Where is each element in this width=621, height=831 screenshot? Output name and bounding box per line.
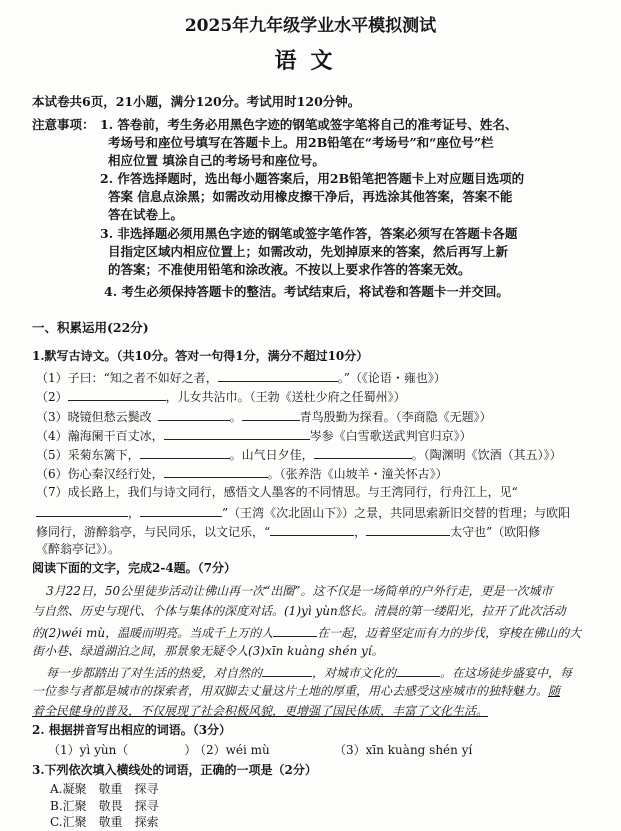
answer-blank[interactable] (36, 505, 128, 517)
note-line: 相应位置 填涂自己的考场号和座位号。 (108, 153, 325, 168)
q1-line-5: （5）采菊东篱下， 。山气日夕佳， 。（陶渊明《饮酒（其五）》） (36, 448, 562, 462)
section-heading: 一、积累运用(22分) (32, 320, 149, 335)
q1-line-7: （7）成长路上，我们与诗文同行，感悟文人墨客的不同情思。与王湾同行，行舟江上，见“ (36, 485, 518, 499)
answer-blank[interactable] (273, 625, 317, 637)
reading-prompt: 阅读下面的文字，完成2-4题。（7分） (32, 561, 237, 575)
q1-line-4: （4）瀚海阑干百丈冰， 岑参《白雪歌送武判官归京》） (36, 429, 472, 443)
q2-item-1: （1）yì yùn（ ） (48, 743, 197, 757)
q3-option-a[interactable]: A.凝聚 敬重 探寻 (50, 782, 159, 796)
notes-label: 注意事项： (32, 117, 95, 132)
answer-blank[interactable] (158, 409, 230, 421)
answer-blank[interactable] (396, 665, 440, 677)
answer-blank[interactable] (314, 447, 412, 459)
q3-option-b[interactable]: B.汇聚 敬畏 探寻 (50, 799, 159, 813)
passage-line: 每一步都踏出了对生活的热爱，对自然的 ，对城市文化的 。在这场徒步盛宴中，每 (46, 666, 573, 680)
q1-line-3: （3）晓镜但愁云鬓改 。 青鸟殷勤为探看。（李商隐《无题》） (36, 410, 492, 424)
q1-line-7b: ， ”（王湾《次北固山下》）之景，共同思索新旧交替的哲理；与欧阳 (36, 505, 570, 519)
answer-blank[interactable] (140, 505, 222, 517)
q1-line-1: （1）子曰：“知之者不如好之者， 。”（《论语・雍也》） (36, 371, 446, 385)
passage-line: 一位参与者都是城市的探索者，用双脚去丈量这片土地的厚重，用心去感受这座城市的独特魅力。随 (32, 684, 561, 698)
exam-intro: 本试卷共6页，21小题，满分120分。考试用时120分钟。 (32, 94, 361, 109)
answer-blank[interactable] (164, 428, 310, 440)
note-line: 3. 非选择题必须用黑色字迹的钢笔或签字笔作答，答案必须写在答题卡各题 (100, 226, 518, 241)
note-line: 的答案；不准使用铅笔和涂改液。不按以上要求作答的答案无效。 (108, 262, 471, 277)
note-line: 考场号和座位号填写在答题卡上。用2B铅笔在“考场号”和“座位号”栏 (108, 135, 494, 150)
note-line: 目指定区域内相应位置上；如需改动，先划掉原来的答案，然后再写上新 (108, 244, 509, 259)
answer-blank[interactable] (270, 524, 354, 536)
note-line: 答在试卷上。 (108, 207, 184, 222)
subject-title: 语文 (274, 48, 347, 74)
note-line: 2. 作答选择题时，选出每小题答案后，用2B铅笔把答题卡上对应题目选项的 (100, 171, 525, 186)
q1-line-7d: 《醉翁亭记》）。 (36, 542, 121, 556)
note-line: 1. 答卷前，考生务必用黑色字迹的钢笔或签字笔将自己的准考证号、姓名、 (100, 117, 518, 132)
passage-line-underlined: 着全民健身的普及，不仅展现了社会积极风貌，更增强了国民体质，丰富了文化生活。 (32, 704, 489, 718)
answer-blank[interactable] (218, 370, 338, 382)
answer-blank[interactable] (262, 665, 312, 677)
note-line: 4. 考生必须保持答题卡的整洁。考试结束后，将试卷和答题卡一并交回。 (104, 284, 509, 299)
q1-line-6: （6）伤心秦汉经行处， 。（张养浩《山坡羊・潼关怀古》） (36, 467, 448, 481)
q1-stem: 1.默写古诗文。（共10分。答对一句得1分，满分不超过10分） (32, 349, 369, 363)
q1-line-7c: 修同行，游醉翁亭，与民同乐，以文记乐，“ ， 太守也”（欧阳修 (36, 525, 541, 539)
passage-line: 的(2)wéi mù，温暖而明亮。当成千上万的人 在一起，迈着坚定而有力的步伐，穿梭在佛山的大 (32, 626, 582, 640)
q2-item-3: （3）xīn kuàng shén yí (334, 743, 473, 757)
q1-line-2: （2） ，儿女共沾巾。（王勃《送杜少府之任蜀州》） (36, 390, 406, 404)
q3-option-c[interactable]: C.汇聚 敬重 探索 (50, 815, 159, 829)
note-line: 答案 信息点涂黑；如需改动用橡皮擦干净后，再选涂其他答案，答案不能 (108, 189, 513, 204)
q3-stem: 3.下列依次填入横线处的词语，正确的一项是（2分） (32, 763, 317, 777)
answer-blank[interactable] (164, 466, 268, 478)
passage-line: 与自然、历史与现代、个体与集体的深度对话。(1)yì yùn悠长。清晨的第一缕阳光，拉开了此次活动 (32, 604, 566, 618)
q2-stem: 2. 根据拼音写出相应的词语。（3分） (32, 723, 232, 737)
answer-blank[interactable] (68, 389, 166, 401)
answer-blank[interactable] (242, 409, 300, 421)
exam-title: 2025年九年级学业水平模拟测试 (184, 16, 437, 36)
answer-blank[interactable] (366, 524, 450, 536)
passage-line: 街小巷、绿道湖泊之间，那景象无疑令人(3)xīn kuàng shén yí。 (32, 644, 384, 658)
answer-blank[interactable] (140, 447, 230, 459)
q2-item-2: （2）wéi mù (194, 743, 270, 757)
passage-line: 3月22日，50公里徒步活动让佛山再一次“出圈”。这不仅是一场简单的户外行走，更是一次城市 (46, 584, 553, 598)
